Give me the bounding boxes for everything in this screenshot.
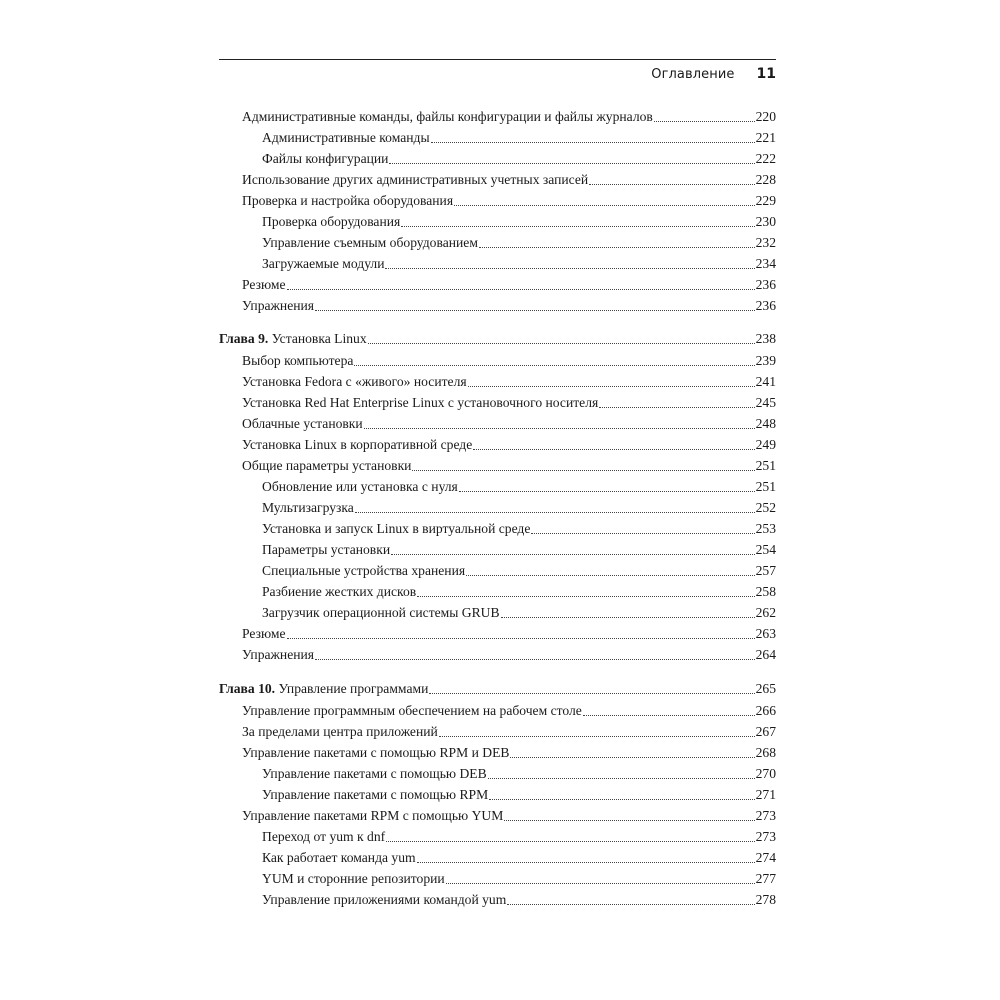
toc-section-entry[interactable]: [242, 107, 776, 127]
dot-leader: [439, 736, 755, 737]
entry-page-number: 253: [755, 521, 776, 536]
toc-subsection-entry[interactable]: [262, 603, 776, 623]
toc-subsection-entry[interactable]: [262, 233, 776, 253]
entry-page-number: 248: [755, 416, 776, 431]
chapter-number: Глава 10.: [219, 681, 276, 696]
entry-page-number: 251: [755, 458, 776, 473]
entry-page-number: 267: [755, 724, 776, 739]
entry-page-number: 264: [755, 647, 776, 662]
page-number: 11: [756, 66, 776, 82]
chapter-title: Установка Linux: [271, 331, 367, 346]
dot-leader: [364, 428, 755, 429]
dot-leader: [417, 596, 754, 597]
entry-title: Упражнения: [242, 298, 315, 313]
entry-title: Загружаемые модули: [262, 256, 385, 271]
dot-leader: [589, 184, 754, 185]
entry-page-number: 278: [755, 892, 776, 907]
toc-section-entry[interactable]: [242, 624, 776, 644]
entry-page-number: 277: [755, 871, 776, 886]
toc-section-entry[interactable]: [242, 701, 776, 721]
chapter-title: Управление программами: [278, 681, 429, 696]
toc-subsection-entry[interactable]: [262, 254, 776, 274]
dot-leader: [287, 289, 755, 290]
entry-page-number: 230: [755, 214, 776, 229]
toc-chapter-entry[interactable]: [219, 329, 776, 349]
entry-title: Административные команды, файлы конфигурации и файлы журналов: [242, 109, 653, 124]
toc-section-entry[interactable]: [242, 414, 776, 434]
toc-subsection-entry[interactable]: [262, 519, 776, 539]
entry-page-number: 273: [755, 808, 776, 823]
entry-page-number: 257: [755, 563, 776, 578]
toc-subsection-entry[interactable]: [262, 827, 776, 847]
entry-title: Установка Fedora с «живого» носителя: [242, 374, 467, 389]
entry-title: Параметры установки: [262, 542, 391, 557]
toc-subsection-entry[interactable]: [262, 149, 776, 169]
dot-leader: [510, 757, 754, 758]
entry-title: Административные команды: [262, 130, 430, 145]
entry-title: Установка Red Hat Enterprise Linux с установочного носителя: [242, 395, 599, 410]
entry-title: Управление пакетами с помощью RPM: [262, 787, 489, 802]
chapter-page-number: 238: [755, 331, 776, 346]
toc-subsection-entry[interactable]: [262, 848, 776, 868]
toc-section-entry[interactable]: [242, 351, 776, 371]
entry-title: Проверка оборудования: [262, 214, 401, 229]
toc-section-entry[interactable]: [242, 393, 776, 413]
entry-title: Загрузчик операционной системы GRUB: [262, 605, 500, 620]
entry-title: Управление пакетами RPM с помощью YUM: [242, 808, 504, 823]
dot-leader: [385, 268, 754, 269]
toc-section-entry[interactable]: [242, 170, 776, 190]
dot-leader: [507, 904, 754, 905]
entry-page-number: 271: [755, 787, 776, 802]
entry-page-number: 229: [755, 193, 776, 208]
toc-section-entry[interactable]: [242, 435, 776, 455]
toc-subsection-entry[interactable]: [262, 498, 776, 518]
dot-leader: [489, 799, 754, 800]
entry-page-number: 220: [755, 109, 776, 124]
entry-title: Мультизагрузка: [262, 500, 354, 515]
entry-page-number: 228: [755, 172, 776, 187]
entry-page-number: 245: [755, 395, 776, 410]
dot-leader: [654, 121, 755, 122]
toc-subsection-entry[interactable]: [262, 890, 776, 910]
entry-page-number: 239: [755, 353, 776, 368]
chapter-number: Глава 9.: [219, 331, 269, 346]
dot-leader: [501, 617, 755, 618]
toc-subsection-entry[interactable]: [262, 582, 776, 602]
entry-page-number: 273: [755, 829, 776, 844]
entry-title: Как работает команда yum: [262, 850, 416, 865]
dot-leader: [355, 512, 755, 513]
entry-title: За пределами центра приложений: [242, 724, 438, 739]
entry-page-number: 241: [755, 374, 776, 389]
dot-leader: [473, 449, 754, 450]
running-header-title: Оглавление: [651, 67, 735, 82]
chapter-label: [219, 679, 428, 699]
entry-page-number: 249: [755, 437, 776, 452]
entry-page-number: 251: [755, 479, 776, 494]
entry-title: Разбиение жестких дисков: [262, 584, 417, 599]
toc-subsection-entry[interactable]: [262, 477, 776, 497]
entry-page-number: 236: [755, 277, 776, 292]
dot-leader: [454, 205, 755, 206]
entry-page-number: 232: [755, 235, 776, 250]
dot-leader: [391, 554, 755, 555]
entry-title: Общие параметры установки: [242, 458, 412, 473]
dot-leader: [315, 310, 755, 311]
entry-title: Установка и запуск Linux в виртуальной среде: [262, 521, 531, 536]
entry-page-number: 254: [755, 542, 776, 557]
entry-page-number: 274: [755, 850, 776, 865]
toc-section-entry[interactable]: [242, 296, 776, 316]
entry-page-number: 221: [755, 130, 776, 145]
entry-title: Переход от yum к dnf: [262, 829, 386, 844]
dot-leader: [468, 386, 755, 387]
dot-leader: [412, 470, 754, 471]
dot-leader: [488, 778, 755, 779]
toc-section-entry[interactable]: [242, 191, 776, 211]
toc-section-entry[interactable]: [242, 743, 776, 763]
entry-title: Резюме: [242, 626, 286, 641]
entry-page-number: 266: [755, 703, 776, 718]
dot-leader: [599, 407, 754, 408]
toc-subsection-entry[interactable]: [262, 540, 776, 560]
dot-leader: [583, 715, 755, 716]
toc-section-entry[interactable]: [242, 275, 776, 295]
toc-section-entry[interactable]: [242, 806, 776, 826]
entry-title: Установка Linux в корпоративной среде: [242, 437, 473, 452]
entry-title: Резюме: [242, 277, 286, 292]
toc-subsection-entry[interactable]: [262, 212, 776, 232]
dot-leader: [401, 226, 754, 227]
dot-leader: [315, 659, 755, 660]
entry-page-number: 263: [755, 626, 776, 641]
dot-leader: [431, 142, 755, 143]
toc-subsection-entry[interactable]: [262, 128, 776, 148]
entry-title: Проверка и настройка оборудования: [242, 193, 454, 208]
dot-leader: [446, 883, 755, 884]
dot-leader: [354, 365, 754, 366]
toc-section-entry[interactable]: [242, 645, 776, 665]
dot-leader: [429, 693, 754, 694]
entry-page-number: 258: [755, 584, 776, 599]
dot-leader: [531, 533, 754, 534]
entry-title: Управление программным обеспечением на рабочем столе: [242, 703, 582, 718]
entry-title: Обновление или установка с нуля: [262, 479, 458, 494]
dot-leader: [504, 820, 754, 821]
chapter-page-number: 265: [755, 681, 776, 696]
entry-page-number: 268: [755, 745, 776, 760]
toc-section-entry[interactable]: [242, 722, 776, 742]
dot-leader: [417, 862, 755, 863]
dot-leader: [459, 491, 755, 492]
entry-title: Выбор компьютера: [242, 353, 354, 368]
toc-section-entry[interactable]: [242, 372, 776, 392]
entry-title: Управление пакетами с помощью DEB: [262, 766, 487, 781]
dot-leader: [466, 575, 755, 576]
entry-page-number: 236: [755, 298, 776, 313]
entry-title: YUM и сторонние репозитории: [262, 871, 445, 886]
toc-subsection-entry[interactable]: [262, 785, 776, 805]
toc-subsection-entry[interactable]: [262, 869, 776, 889]
entry-page-number: 270: [755, 766, 776, 781]
dot-leader: [368, 343, 755, 344]
dot-leader: [389, 163, 754, 164]
entry-page-number: 222: [755, 151, 776, 166]
toc-subsection-entry[interactable]: [262, 561, 776, 581]
table-of-contents: [219, 0, 776, 1000]
entry-title: Файлы конфигурации: [262, 151, 389, 166]
entry-title: Использование других административных учетных записей: [242, 172, 589, 187]
entry-page-number: 234: [755, 256, 776, 271]
entry-title: Упражнения: [242, 647, 315, 662]
entry-title: Управление съемным оборудованием: [262, 235, 478, 250]
toc-section-entry[interactable]: [242, 456, 776, 476]
entry-title: Облачные установки: [242, 416, 363, 431]
dot-leader: [479, 247, 755, 248]
entry-title: Управление приложениями командой yum: [262, 892, 507, 907]
toc-chapter-entry[interactable]: [219, 679, 776, 699]
entry-page-number: 262: [755, 605, 776, 620]
toc-subsection-entry[interactable]: [262, 764, 776, 784]
entry-title: Управление пакетами с помощью RPM и DEB: [242, 745, 510, 760]
entry-page-number: 252: [755, 500, 776, 515]
dot-leader: [287, 638, 755, 639]
entry-title: Специальные устройства хранения: [262, 563, 466, 578]
chapter-label: [219, 329, 367, 349]
dot-leader: [386, 841, 754, 842]
